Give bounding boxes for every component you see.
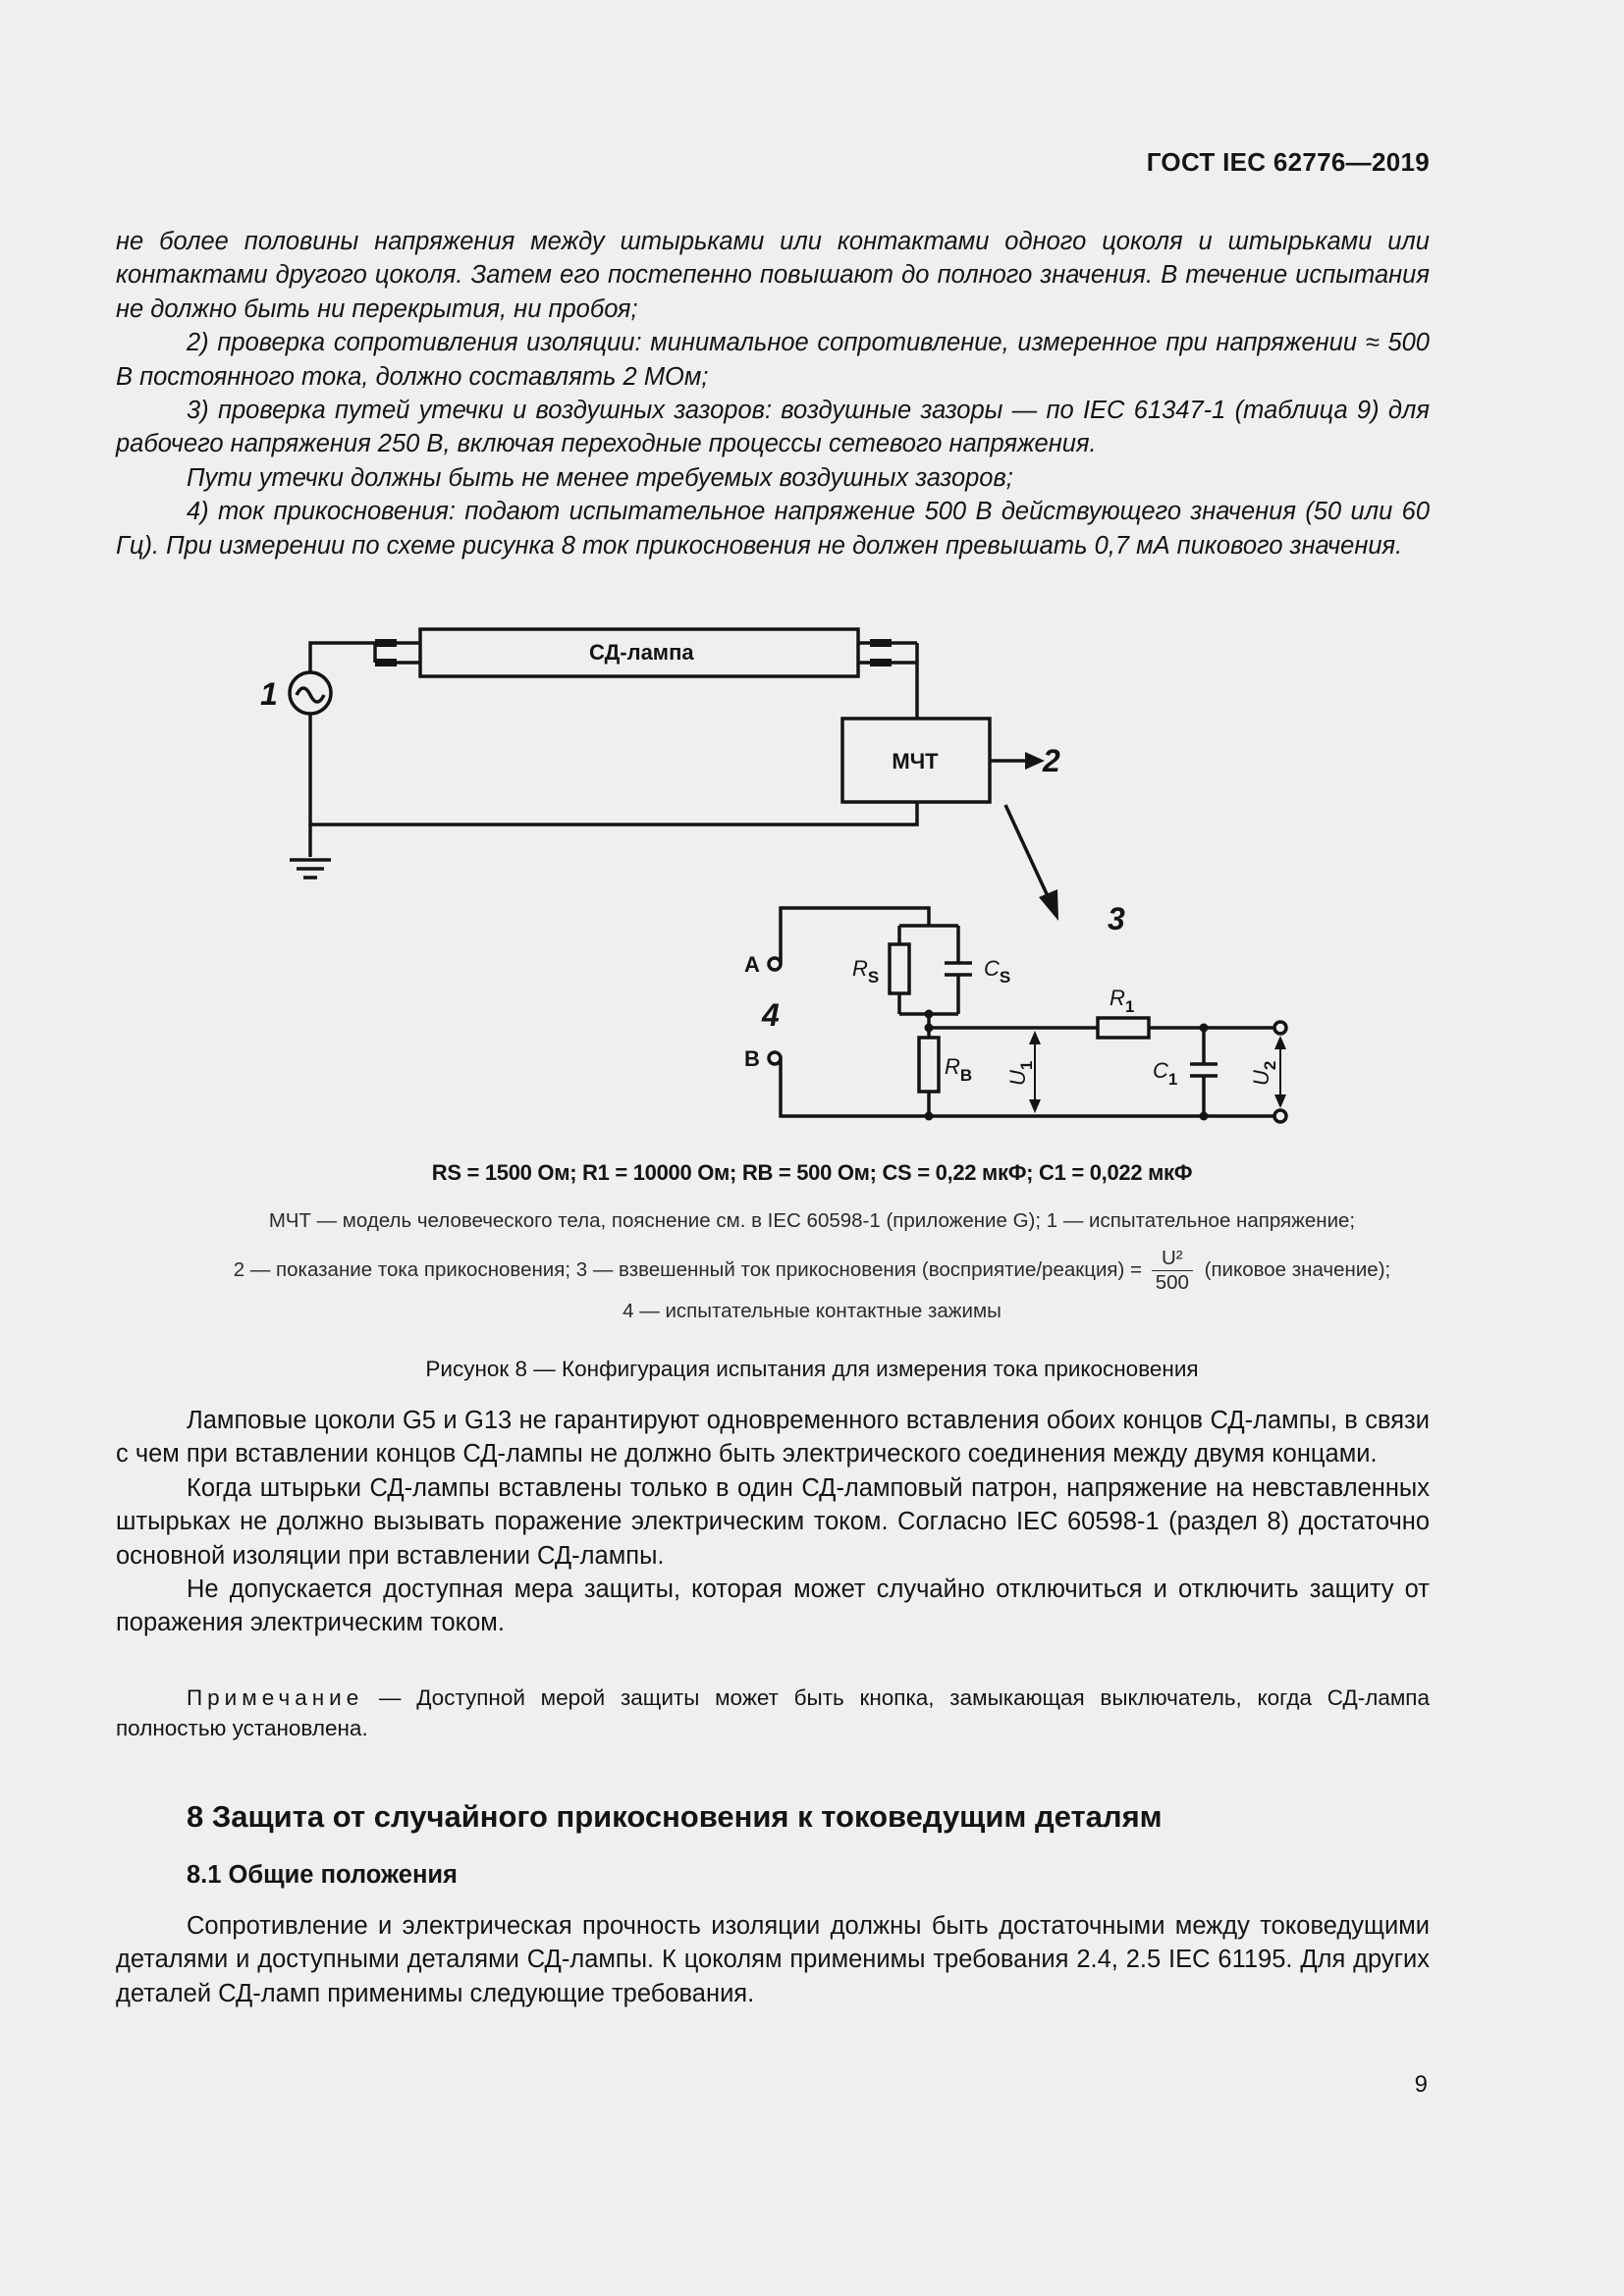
mct-label: МЧТ (892, 749, 939, 774)
paragraph-protection: Не допускается доступная мера защиты, которая может случайно отключиться и отключить защиту от поражения электрическим током. (116, 1575, 1430, 1637)
output-terminal-bottom-icon (1274, 1110, 1286, 1122)
ac-source-sine (297, 688, 324, 702)
terminal-a-label: A (744, 952, 760, 977)
u2-arrowhead-down (1274, 1095, 1286, 1108)
paragraph-lamp-caps: Ламповые цоколи G5 и G13 не гарантируют одновременного вставления обоих концов СД-лампы, в связи с чем при вставлении концов СД-лампы не должно быть электрического соединения между двумя концами. (116, 1407, 1430, 1468)
cs-label: $C_S$ (984, 956, 1011, 987)
paragraph-insulation-resistance: 2) проверка сопротивления изоляции: минимальное сопротивление, измеренное при напряжении ≈ 500 В постоянного тока, должно составлять 2 МОм; (116, 329, 1430, 391)
c1-label: $C_1$ (1153, 1058, 1178, 1089)
callout-3: 3 (1108, 901, 1125, 936)
component-values: RS = 1500 Ом; R1 = 10000 Ом; RB = 500 Ом; CS = 0,22 мкФ; C1 = 0,022 мкФ (431, 1160, 1193, 1185)
arrow-head-3 (1039, 889, 1058, 921)
terminal-b-icon (769, 1052, 781, 1064)
rb-label: $R_B$ (945, 1054, 973, 1085)
lamp-label: СД-лампа (589, 640, 694, 665)
rs-label: $R_S$ (852, 956, 880, 987)
u1-label: $U_1$ (1005, 1060, 1036, 1086)
figure-legend-line-2: 2 — показание тока прикосновения; 3 — взвешенный ток прикосновения (восприятие/реакция) = $\frac{\text{U²}}{500}$ (пиковое значение); (233, 1247, 1391, 1294)
weighted-current-formula: $\frac{\text{U²}}{500}$ (1152, 1247, 1193, 1295)
callout-2: 2 (1043, 743, 1060, 778)
paragraph-creepage-note: Пути утечки должны быть не менее требуемых воздушных зазоров; (187, 463, 1013, 492)
resistor-r1 (1098, 1018, 1149, 1038)
arrow-to-weighted-circuit (1005, 805, 1049, 898)
paragraph-insulation-requirements: Сопротивление и электрическая прочность изоляции должны быть достаточными между токоведущими деталями и доступными деталями СД-лампы. К цоколям применимы требования 2.4, 2.5 IEC 61195. Для других деталей СД-ламп применимы следующие требования. (116, 1912, 1430, 2007)
node-c1-bottom (1200, 1112, 1209, 1121)
bottom-text-block (116, 1909, 1430, 2010)
standard-code: ГОСТ IEC 62776—2019 (1146, 147, 1430, 177)
right-pin-block-top (870, 639, 892, 647)
node-rb-r1 (925, 1024, 934, 1033)
u1-arrowhead-down (1029, 1099, 1041, 1113)
left-pin-block-bottom (375, 659, 397, 667)
output-terminal-top-icon (1274, 1022, 1286, 1034)
paragraph-pins-inserted: Когда штырьки СД-лампы вставлены только в один СД-ламповый патрон, напряжение на невставленных штырьках не должно вызывать поражение электрическим током. Согласно IEC 60598-1 (раздел 8) достаточно основной изоляции при вставлении СД-лампы. (116, 1473, 1430, 1570)
figure-caption: Рисунок 8 — Конфигурация испытания для измерения тока прикосновения (425, 1357, 1199, 1381)
node-rs-rb (925, 1010, 934, 1019)
r1-label: $R_1$ (1110, 986, 1135, 1016)
paragraph-creepage: 3) проверка путей утечки и воздушных зазоров: воздушные зазоры — по IEC 61347-1 (таблица 9) для рабочего напряжения 250 В, включая переходные процессы сетевого напряжения. (116, 397, 1430, 458)
note-text: — Доступной мерой защиты может быть кнопка, замыкающая выключатель, когда СД-лампа полностью установлена. (116, 1685, 1430, 1740)
node-rb-bottom (925, 1112, 934, 1121)
wire-lamp-to-mct (893, 663, 917, 719)
mid-text-block (116, 1404, 1430, 1640)
terminal-a-icon (769, 958, 781, 970)
resistor-rb (919, 1038, 939, 1092)
subsection-title: 8.1 Общие положения (187, 1861, 458, 1889)
u1-arrowhead-up (1029, 1031, 1041, 1044)
u2-arrowhead-up (1274, 1036, 1286, 1049)
right-pin-block-bottom (870, 659, 892, 667)
wire-source-to-lamp (310, 643, 375, 672)
callout-1: 1 (260, 676, 278, 712)
section-title: 8 Защита от случайного прикосновения к токоведущим деталям (187, 1799, 1163, 1834)
top-text-block (116, 225, 1430, 562)
u2-label: $U_2$ (1249, 1060, 1279, 1086)
paragraph-continuation: не более половины напряжения между штырьками или контактами одного цоколя и штырьками или контактами другого цоколя. Затем его постепенно повышают до полного значения. В течение испытания не должно быть ни перекрытия, ни пробоя; (116, 228, 1430, 323)
figure-legend-line-3: 4 — испытательные контактные зажимы (623, 1300, 1001, 1322)
callout-4: 4 (762, 997, 780, 1033)
terminal-b-label: B (744, 1046, 760, 1071)
note-block (116, 1682, 1430, 1743)
paragraph-touch-current: 4) ток прикосновения: подают испытательное напряжение 500 В действующего значения (50 или 60 Гц). При измерении по схеме рисунка 8 ток прикосновения не должен превышать 0,7 мА пикового значения. (116, 498, 1430, 560)
resistor-rs (890, 944, 909, 993)
arrow-head-2 (1025, 752, 1045, 770)
wire-ground-return (310, 714, 917, 825)
page-number: 9 (1414, 2071, 1428, 2098)
figure-legend-line-1: МЧТ — модель человеческого тела, пояснение см. в IEC 60598-1 (приложение G); 1 — испытательное напряжение; (268, 1209, 1356, 1232)
left-pin-block-top (375, 639, 397, 647)
note-label: Примечание (187, 1685, 364, 1710)
node-c1-top (1200, 1024, 1209, 1033)
touch-current-circuit-diagram (0, 609, 1624, 1178)
